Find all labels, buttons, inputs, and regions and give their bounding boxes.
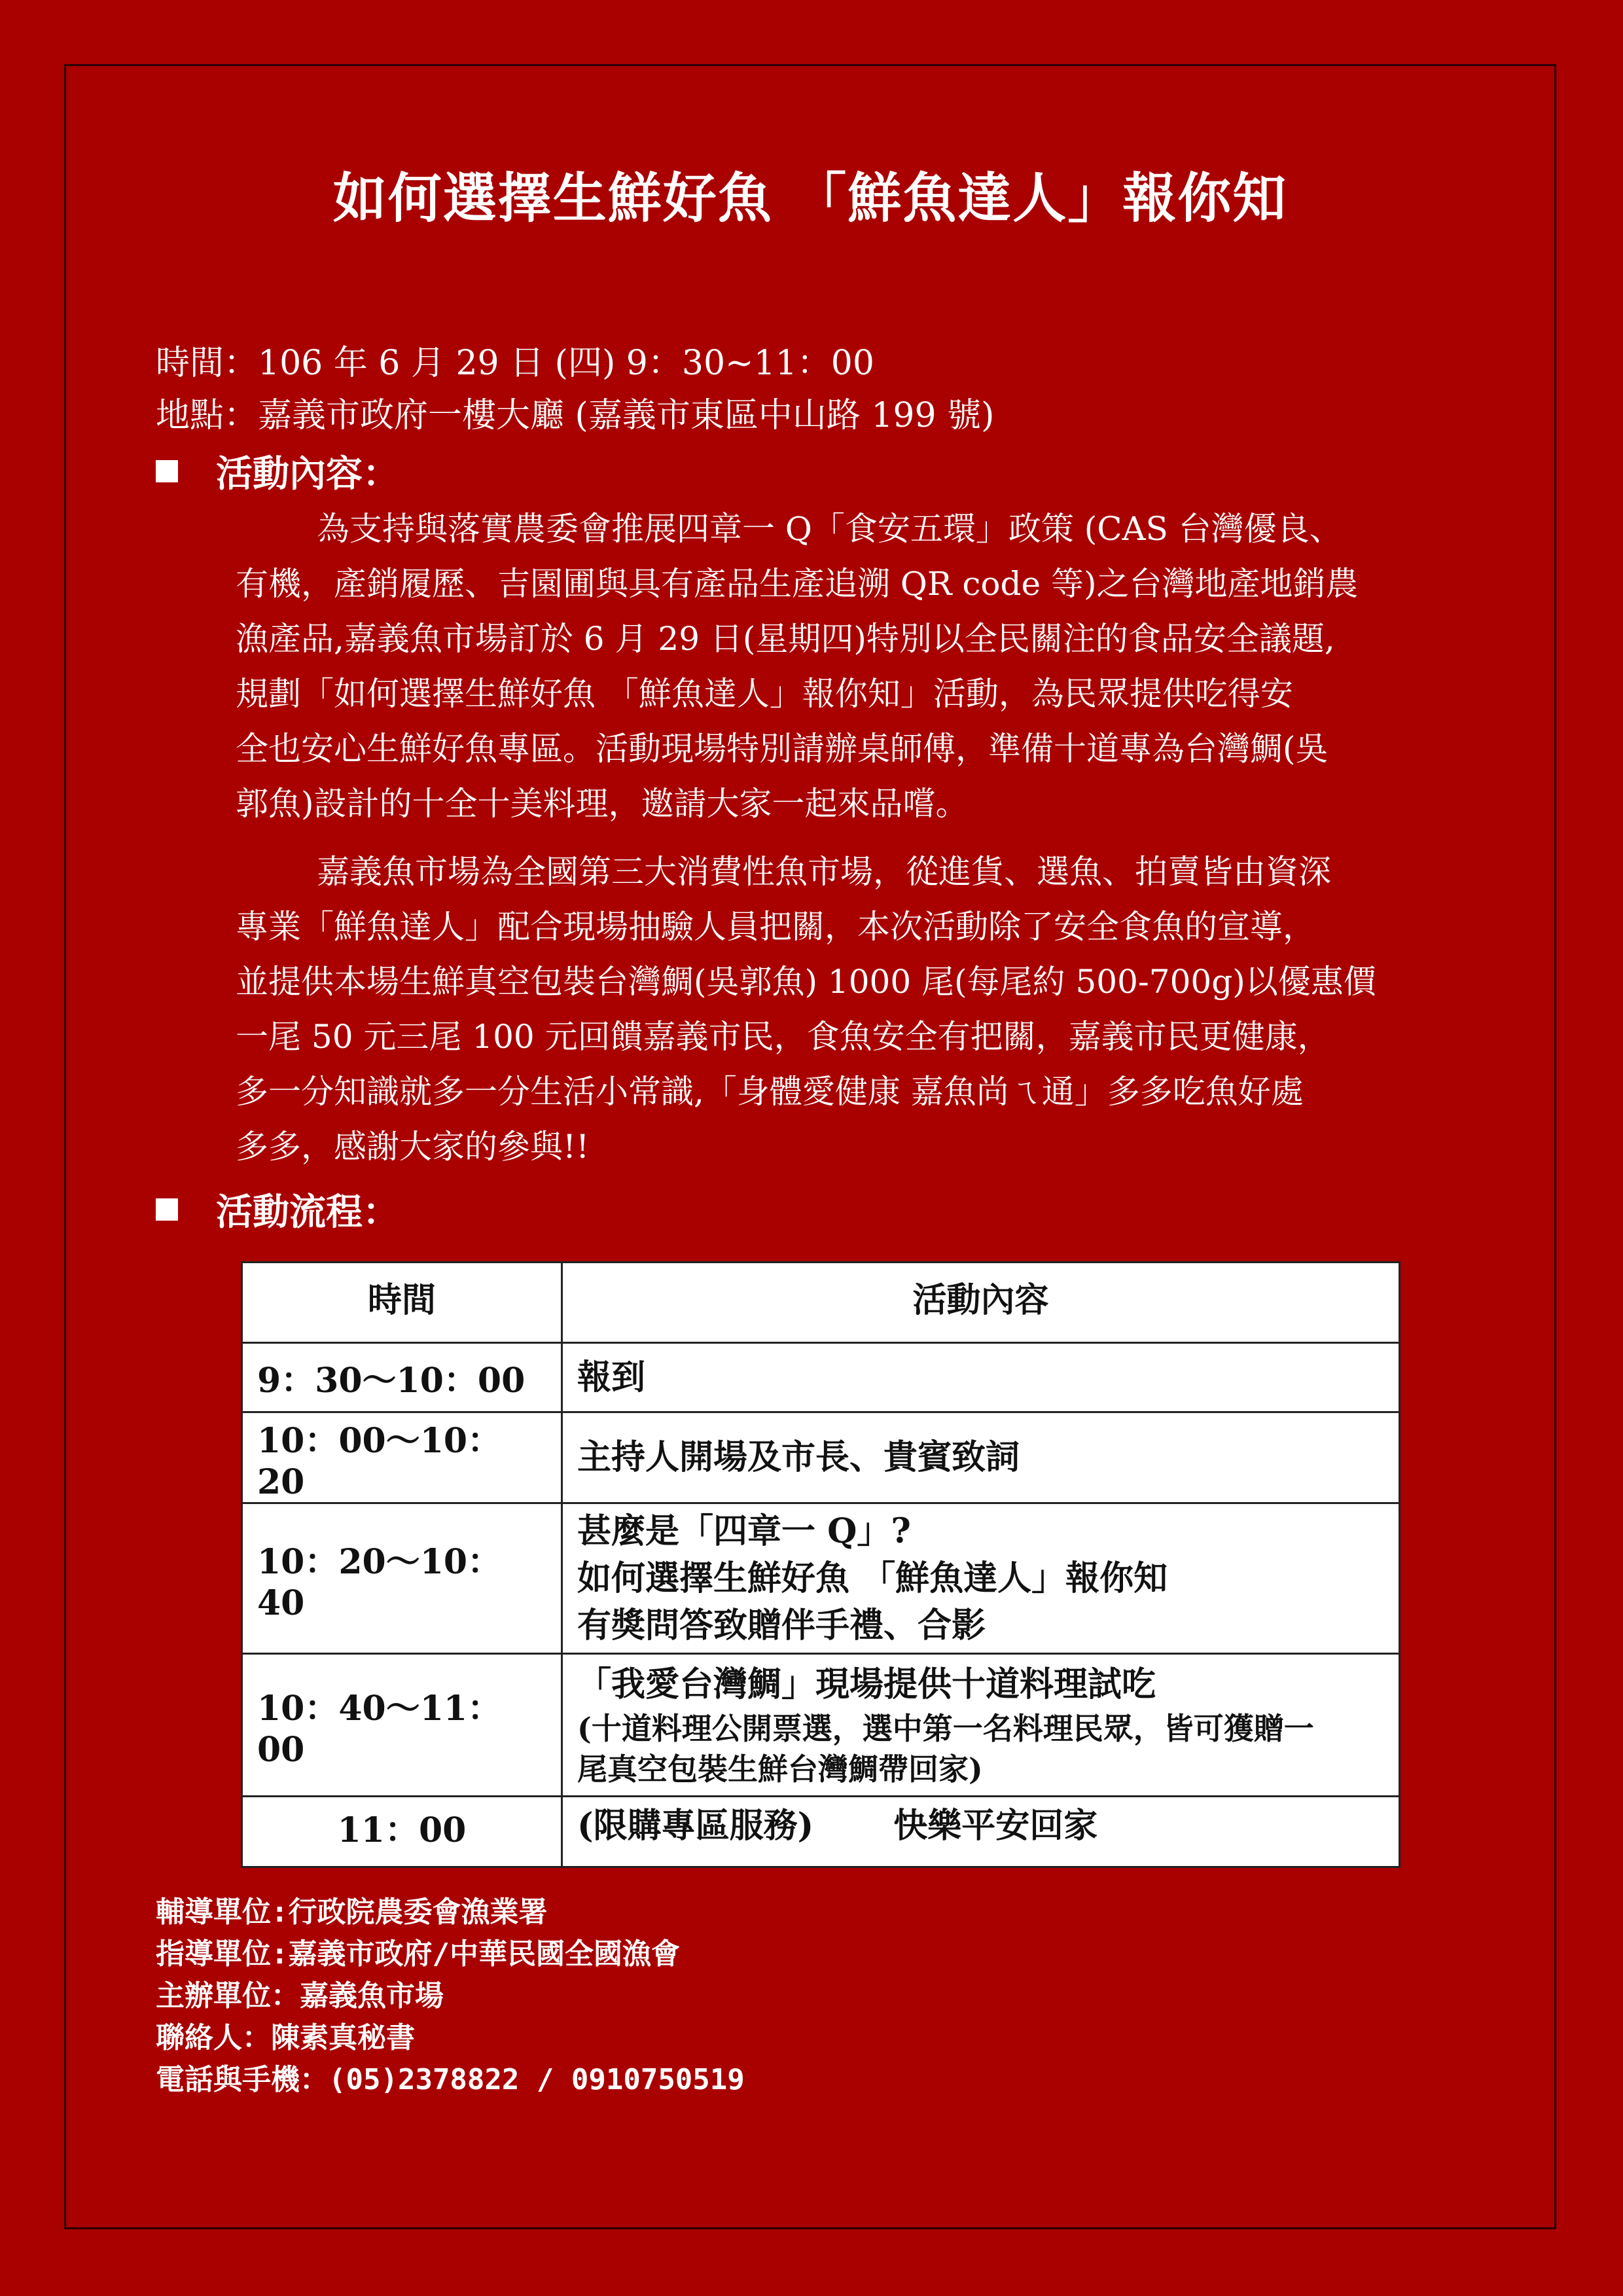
section-heading-schedule	[156, 1183, 399, 1236]
row-time: 10：40～11：00	[242, 1654, 562, 1797]
row-time: 10：00～10：20	[242, 1412, 562, 1503]
column-header-time: 時間	[242, 1263, 562, 1343]
page-title: 如何選擇生鮮好魚 「鮮魚達人」報你知	[332, 167, 1288, 230]
paragraph-line: 專業「鮮魚達人」配合現場抽驗人員把關，本次活動除了安全食魚的宣導，	[236, 908, 1315, 946]
row-content	[562, 1503, 1400, 1654]
column-header-content: 活動內容	[562, 1263, 1400, 1343]
row-content-line: 甚麼是「四章一 Q」?	[577, 1511, 911, 1551]
row-content-note: 尾真空包裝生鮮台灣鯛帶回家)	[577, 1751, 983, 1787]
paragraph-line: 嘉義魚市場為全國第三大消費性魚市場，從進貨、選魚、拍賣皆由資深	[317, 853, 1331, 891]
paragraph-line: 並提供本場生鮮真空包裝台灣鯛(吳郭魚) 1000 尾(每尾約 500-700g)以優惠價	[236, 963, 1376, 1001]
table-row	[242, 1503, 1400, 1654]
footer-line: 主辦單位：嘉義魚市場	[156, 1979, 444, 2013]
row-time: 11：00	[242, 1797, 562, 1867]
footer-line: 指導單位:嘉義市政府/中華民國全國漁會	[156, 1937, 680, 1971]
section-heading-label: 活動內容：	[216, 452, 399, 495]
footer-line: 電話與手機：(05)2378822 / 0910750519	[156, 2063, 745, 2096]
paragraph-line: 有機，產銷履歷、吉園圃與具有產品生產追溯 QR code 等)之台灣地產地銷農	[236, 565, 1359, 603]
table-row	[242, 1343, 1400, 1412]
row-content-line: 如何選擇生鮮好魚 「鮮魚達人」報你知	[577, 1558, 1168, 1598]
paragraph-line: 多一分知識就多一分生活小常識,「身體愛健康 嘉魚尚ㄟ通」多多吃魚好處	[236, 1073, 1304, 1111]
paragraph-line: 全也安心生鮮好魚專區。活動現場特別請辦桌師傅，準備十道專為台灣鯛(吳	[236, 730, 1329, 768]
row-content-line: (限購專區服務) 快樂平安回家	[577, 1806, 1098, 1846]
event-place: 地點：嘉義市政府一樓大廳 (嘉義市東區中山路 199 號)	[156, 396, 995, 435]
event-time: 時間：106 年 6 月 29 日 (四) 9：30~11：00	[156, 344, 874, 383]
row-content	[562, 1654, 1400, 1797]
row-content	[562, 1412, 1400, 1503]
paragraph-line: 郭魚)設計的十全十美料理，邀請大家一起來品嚐。	[236, 785, 969, 823]
row-content-line: 主持人開場及市長、貴賓致詞	[577, 1437, 1020, 1477]
row-content	[562, 1797, 1400, 1867]
content-paragraph-2	[236, 844, 1486, 1174]
table-row	[242, 1412, 1400, 1503]
paragraph-line: 為支持與落實農委會推展四章一 Q「食安五環」政策 (CAS 台灣優良、	[317, 510, 1342, 548]
row-content-line: 「我愛台灣鯛」現場提供十道料理試吃	[577, 1664, 1156, 1704]
section-heading-label: 活動流程：	[216, 1191, 399, 1234]
row-content-note: (十道料理公開票選，選中第一名料理民眾，皆可獲贈一	[577, 1710, 1314, 1746]
table-header-row	[242, 1263, 1400, 1343]
paragraph-line: 規劃「如何選擇生鮮好魚 「鮮魚達人」報你知」活動，為民眾提供吃得安	[236, 675, 1293, 713]
schedule-table	[241, 1261, 1400, 1868]
row-time: 10：20～10：40	[242, 1503, 562, 1654]
paragraph-line: 漁產品,嘉義魚市場訂於 6 月 29 日(星期四)特別以全民關注的食品安全議題,	[236, 620, 1335, 658]
paragraph-line: 多多，感謝大家的參與!!	[236, 1128, 590, 1166]
footer-line: 輔導單位:行政院農委會漁業署	[156, 1895, 548, 1929]
table-row	[242, 1654, 1400, 1797]
table-row	[242, 1797, 1400, 1867]
square-bullet-icon	[156, 1198, 178, 1221]
square-bullet-icon	[156, 460, 178, 482]
row-content	[562, 1343, 1400, 1412]
row-content-line: 報到	[577, 1357, 646, 1397]
paragraph-line: 一尾 50 元三尾 100 元回饋嘉義市民，食魚安全有把關，嘉義市民更健康，	[236, 1018, 1330, 1056]
row-content-line: 有獎問答致贈伴手禮、合影	[577, 1605, 986, 1645]
row-time: 9：30～10：00	[242, 1343, 562, 1412]
section-heading-content	[156, 445, 399, 497]
content-paragraph-1	[236, 501, 1486, 831]
organizer-info	[156, 1892, 745, 2101]
footer-line: 聯絡人：陳素真秘書	[156, 2021, 415, 2054]
